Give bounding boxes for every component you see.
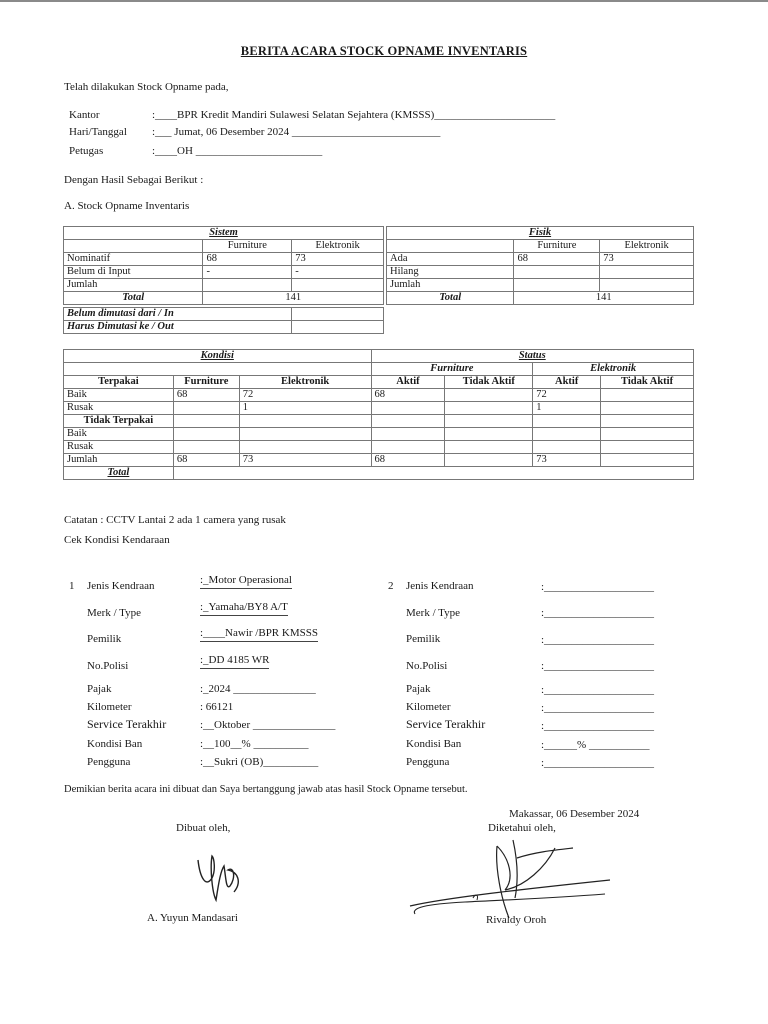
sistem-cell: - xyxy=(292,266,384,279)
vehicle2-value: :____________________ xyxy=(541,702,655,714)
kondisi-cell xyxy=(445,454,533,467)
fisik-total-value: 141 xyxy=(514,292,694,305)
sistem-row-label: Jumlah xyxy=(64,279,203,292)
signature-right-icon xyxy=(405,828,620,923)
mutasi-table xyxy=(63,307,384,334)
table-row xyxy=(64,428,694,441)
fisik-row-label: Jumlah xyxy=(387,279,514,292)
vehicle1-number: 1 xyxy=(69,580,75,592)
vehicle2-label: No.Polisi xyxy=(406,660,448,672)
vehicle1-label: Pajak xyxy=(87,683,112,695)
vehicle1-label: Kilometer xyxy=(87,701,132,713)
fisik-row-label: Hilang xyxy=(387,266,514,279)
sistem-cell xyxy=(292,279,384,292)
vehicle1-value: :__100__% __________ xyxy=(200,738,309,750)
vehicle1-value: :_2024 _______________ xyxy=(200,683,316,695)
vehicle2-value: :____________________ xyxy=(541,634,655,646)
vehicle2-label: Kondisi Ban xyxy=(406,738,462,750)
vehicle1-label: Kondisi Ban xyxy=(87,738,143,750)
kondisi-cell xyxy=(601,389,694,402)
closing-statement: Demikian berita acara ini dibuat dan Saya bertanggung jawab atas hasil Stock Opname tersebut. xyxy=(64,784,468,795)
vehicle1-label: Pemilik xyxy=(87,633,122,645)
vehicle2-label: Pengguna xyxy=(406,756,450,768)
vehicle2-value: :____________________ xyxy=(541,581,655,593)
kondisi-total-label: Total xyxy=(64,467,174,480)
kondisi-status-table xyxy=(63,349,694,480)
kondisi-header: Aktif xyxy=(371,376,445,389)
info-label-petugas: Petugas xyxy=(69,145,104,157)
vehicle2-label: Service Terakhir xyxy=(406,717,486,731)
fisik-cell: 73 xyxy=(600,253,694,266)
status-title: Status xyxy=(371,350,693,363)
kondisi-row-label: Rusak xyxy=(64,441,174,454)
signer-left-name: A. Yuyun Mandasari xyxy=(147,912,238,924)
vehicle1-label: Service Terakhir xyxy=(87,717,167,731)
vehicle1-value: :_Motor Operasional xyxy=(200,574,292,589)
fisik-cell xyxy=(514,279,600,292)
vehicle1-value: :__Oktober _______________ xyxy=(200,719,336,731)
vehicle2-value: :____________________ xyxy=(541,684,655,696)
vehicle1-value: :_Yamaha/BY8 A/T xyxy=(200,601,288,616)
vehicle2-label: Kilometer xyxy=(406,701,451,713)
vehicle2-value: :______% ___________ xyxy=(541,739,650,751)
sistem-cell: - xyxy=(203,266,292,279)
kondisi-cell xyxy=(445,402,533,415)
vehicle1-value: :_DD 4185 WR xyxy=(200,654,269,669)
table-row xyxy=(64,402,694,415)
status-furniture-group: Furniture xyxy=(371,363,533,376)
kondisi-cell: 1 xyxy=(239,402,371,415)
kondisi-row-label: Baik xyxy=(64,389,174,402)
dibuat-oleh-label: Dibuat oleh, xyxy=(176,822,231,834)
vehicle2-label: Pajak xyxy=(406,683,431,695)
hasil-heading: Dengan Hasil Sebagai Berikut : xyxy=(64,174,204,186)
kondisi-row-label: Tidak Terpakai xyxy=(64,415,174,428)
vehicle1-value: : 66121 xyxy=(200,701,234,713)
sistem-row-label: Belum di Input xyxy=(64,266,203,279)
info-value-petugas: :____OH _______________________ xyxy=(152,145,323,157)
status-elektronik-group: Elektronik xyxy=(533,363,694,376)
fisik-col-furniture: Furniture xyxy=(514,240,600,253)
fisik-col-elektronik: Elektronik xyxy=(600,240,694,253)
catatan-text: Catatan : CCTV Lantai 2 ada 1 camera yang rusak xyxy=(64,514,286,526)
vehicle2-label: Jenis Kendraan xyxy=(406,580,474,592)
kondisi-cell: 72 xyxy=(533,389,601,402)
sistem-row-label: Nominatif xyxy=(64,253,203,266)
vehicle1-value: :____Nawir /BPR KMSSS xyxy=(200,627,318,642)
info-label-kantor: Kantor xyxy=(69,109,100,121)
place-date: Makassar, 06 Desember 2024 xyxy=(509,808,640,820)
top-border-line xyxy=(0,0,768,2)
kondisi-header: Aktif xyxy=(533,376,601,389)
fisik-cell xyxy=(600,266,694,279)
vehicle2-value: :____________________ xyxy=(541,607,655,619)
vehicle2-value: :____________________ xyxy=(541,660,655,672)
fisik-total-label: Total xyxy=(387,292,514,305)
fisik-cell xyxy=(514,266,600,279)
sistem-total-value: 141 xyxy=(203,292,384,305)
kondisi-header: Tidak Aktif xyxy=(601,376,694,389)
fisik-cell xyxy=(600,279,694,292)
info-value-kantor: :____BPR Kredit Mandiri Sulawesi Selatan Sejahtera (KMSSS)______________________ xyxy=(152,109,556,121)
vehicle1-label: No.Polisi xyxy=(87,660,129,672)
mutasi-out-label: Harus Dimutasi ke / Out xyxy=(64,321,292,334)
document-title: BERITA ACARA STOCK OPNAME INVENTARIS xyxy=(240,44,528,58)
kondisi-row-label: Rusak xyxy=(64,402,174,415)
kondisi-cell: 68 xyxy=(371,389,445,402)
cek-kendaraan-heading: Cek Kondisi Kendaraan xyxy=(64,534,170,546)
table-row xyxy=(64,415,694,428)
kondisi-title: Kondisi xyxy=(64,350,372,363)
kondisi-cell: 68 xyxy=(371,454,445,467)
fisik-title: Fisik xyxy=(387,227,694,240)
kondisi-cell: 73 xyxy=(239,454,371,467)
diketahui-oleh-label: Diketahui oleh, xyxy=(488,822,556,834)
intro-text: Telah dilakukan Stock Opname pada, xyxy=(64,81,229,93)
sistem-col-furniture: Furniture xyxy=(203,240,292,253)
kondisi-header: Furniture xyxy=(173,376,239,389)
vehicle1-label: Jenis Kendraan xyxy=(87,580,155,592)
kondisi-cell: 1 xyxy=(533,402,601,415)
kondisi-cell xyxy=(445,389,533,402)
vehicle2-value: :____________________ xyxy=(541,757,655,769)
vehicle1-label: Merk / Type xyxy=(87,607,142,619)
info-label-tanggal: Hari/Tanggal xyxy=(69,126,127,138)
kondisi-cell: 73 xyxy=(533,454,601,467)
table-row xyxy=(64,389,694,402)
kondisi-header: Terpakai xyxy=(64,376,174,389)
kondisi-cell: 68 xyxy=(173,454,239,467)
section-a-heading: A. Stock Opname Inventaris xyxy=(64,200,190,212)
kondisi-header: Tidak Aktif xyxy=(445,376,533,389)
kondisi-cell xyxy=(601,454,694,467)
mutasi-in-label: Belum dimutasi dari / In xyxy=(64,308,292,321)
fisik-table xyxy=(386,226,694,305)
info-value-tanggal: :___ Jumat, 06 Desember 2024 ___________________________ xyxy=(152,126,441,138)
vehicle2-value: :____________________ xyxy=(541,720,655,732)
signature-left-icon xyxy=(190,848,250,908)
kondisi-row-label: Baik xyxy=(64,428,174,441)
vehicle2-label: Pemilik xyxy=(406,633,441,645)
kondisi-cell xyxy=(371,402,445,415)
kondisi-cell: 72 xyxy=(239,389,371,402)
sistem-total-label: Total xyxy=(64,292,203,305)
vehicle2-label: Merk / Type xyxy=(406,607,461,619)
sistem-cell: 68 xyxy=(203,253,292,266)
sistem-cell xyxy=(203,279,292,292)
vehicle1-value: :__Sukri (OB)__________ xyxy=(200,756,319,768)
kondisi-cell xyxy=(601,402,694,415)
kondisi-cell xyxy=(173,402,239,415)
vehicle2-number: 2 xyxy=(388,580,394,592)
fisik-row-label: Ada xyxy=(387,253,514,266)
sistem-table xyxy=(63,226,384,305)
sistem-cell: 73 xyxy=(292,253,384,266)
vehicle1-label: Pengguna xyxy=(87,756,131,768)
table-row xyxy=(64,454,694,467)
kondisi-cell: 68 xyxy=(173,389,239,402)
sistem-col-elektronik: Elektronik xyxy=(292,240,384,253)
table-row xyxy=(64,441,694,454)
fisik-cell: 68 xyxy=(514,253,600,266)
table-row xyxy=(64,467,694,480)
sistem-title: Sistem xyxy=(64,227,384,240)
kondisi-header: Elektronik xyxy=(239,376,371,389)
signer-right-name: Rivaldy Oroh xyxy=(486,914,547,926)
kondisi-row-label: Jumlah xyxy=(64,454,174,467)
